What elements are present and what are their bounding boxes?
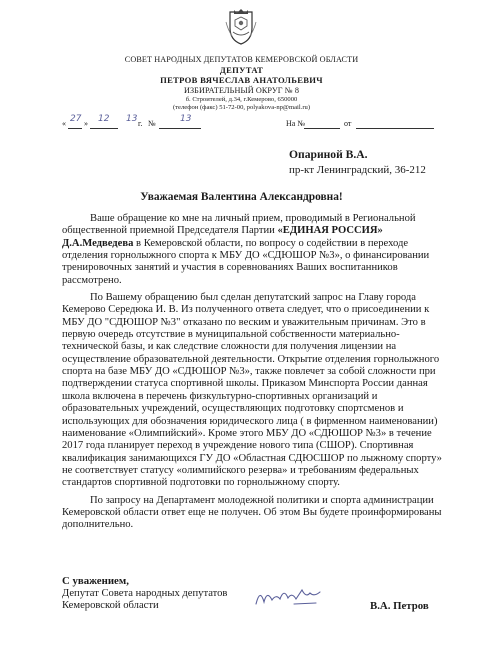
date-quote-open: « — [62, 119, 66, 128]
coat-of-arms-emblem — [224, 8, 258, 46]
paragraph-pending: По запросу на Департамент молодежной политики и спорта администрации Кемеровской области ответ еще не получен. Об этом Вы будете проинформированы дополнительно. — [62, 494, 442, 531]
outgoing-number-line — [62, 115, 442, 131]
deputy-label: ДЕПУТАТ — [219, 65, 264, 75]
deputy-name: ПЕТРОВ ВЯЧЕСЛАВ АНАТОЛЬЕВИЧ — [160, 75, 323, 85]
letter-body — [62, 213, 450, 532]
signer-name: В.А. Петров — [370, 600, 429, 612]
recipient-address: пр-кт Ленинградский, 36-212 — [289, 164, 426, 176]
paragraph-response: По Вашему обращению был сделан депутатский запрос на Главу города Кемерово Середюка И. В. Из полученного ответа следует, что о присоединении к МБУ ДО "СДЮШОР №3" отказано по веским и уважительным причинам. Это в первую очередь отсутствие в муниципальной собственности материально-технической базы, и как следствие сложности для получения лицензии на осуществление образовательной деятельности. Открытие отделения горнолыжного спорта на базе МБУ ДО «СДЮШОР №3», также повлечет за собой сложности при подтверждении статуса спортивной школы. Приказом Минспорта России данная школа включена в перечень физкультурно-спортивных организаций и образовательных учреждений, осуществляющих подготовку спортсменов и использующих для обозначения юридического лица ( в фирменном наименовании) наименование «Олимпийский». Кроме этого МБУ ДО «СДЮШОР №3» в течение 2017 года планирует переход в учреждение нового типа (СШОР). Спортивная квалификация занимающихся ГУ ДО «Областная СДЮСШОР по лыжному спорту» не соответствует статусу «олимпийского резерва» и требованиям федеральных стандартов спортивной подготовки по горнолыжному спорту. — [62, 292, 442, 489]
handwritten-signature — [254, 584, 334, 610]
date-month: 12 — [98, 114, 110, 124]
signer-title-line2: Кемеровской области — [62, 600, 159, 611]
closing-regards: С уважением, — [62, 575, 129, 587]
reference-from-underline — [356, 128, 434, 129]
council-name: СОВЕТ НАРОДНЫХ ДЕПУТАТОВ КЕМЕРОВСКОЙ ОБЛАСТИ — [124, 55, 359, 64]
salutation: Уважаемая Валентина Александровна! — [140, 191, 343, 203]
party-name-bold: «ЕДИНАЯ РОССИЯ» Д.А.Медведева — [62, 225, 383, 249]
date-quote-close: » — [84, 119, 88, 128]
recipient-name: Опариной В.А. — [289, 148, 368, 161]
paragraph-appeal-text-1: Ваше обращение ко мне на личный прием, проводимый в Региональной общественной приемной Председателя Партии — [62, 213, 416, 237]
date-day-underline — [68, 128, 82, 129]
date-day: 27 — [70, 114, 82, 124]
reference-no-underline — [304, 128, 340, 129]
reference-from-label: от — [344, 119, 352, 128]
outgoing-no-underline — [159, 128, 201, 129]
date-month-underline — [90, 128, 118, 129]
date-year: 13 — [126, 114, 138, 124]
outgoing-no-label: № — [148, 119, 156, 128]
paragraph-appeal — [62, 213, 450, 287]
date-suffix: г. — [138, 119, 143, 128]
office-contacts: (телефон (факс) 51-72-00, polyakova-np@mail.ru) — [172, 104, 311, 111]
reference-no-label: На № — [286, 119, 305, 128]
paragraph-appeal-text-2: в Кемеровской области, по вопросу о содействии в переходе отделения горнолыжного спорта к МБУ ДО «СДЮШОР №3», о финансировании тренировочных занятий и участия в соревнованиях Ваших воспитанников рассмотрено. — [62, 237, 430, 286]
district-label: ИЗБИРАТЕЛЬНЫЙ ОКРУГ № 8 — [183, 86, 300, 95]
outgoing-number: 13 — [180, 114, 192, 124]
office-address: б. Строителей, д.34, г.Кемерово, 650000 — [185, 96, 298, 103]
signer-title-line1: Депутат Совета народных депутатов — [62, 588, 228, 599]
